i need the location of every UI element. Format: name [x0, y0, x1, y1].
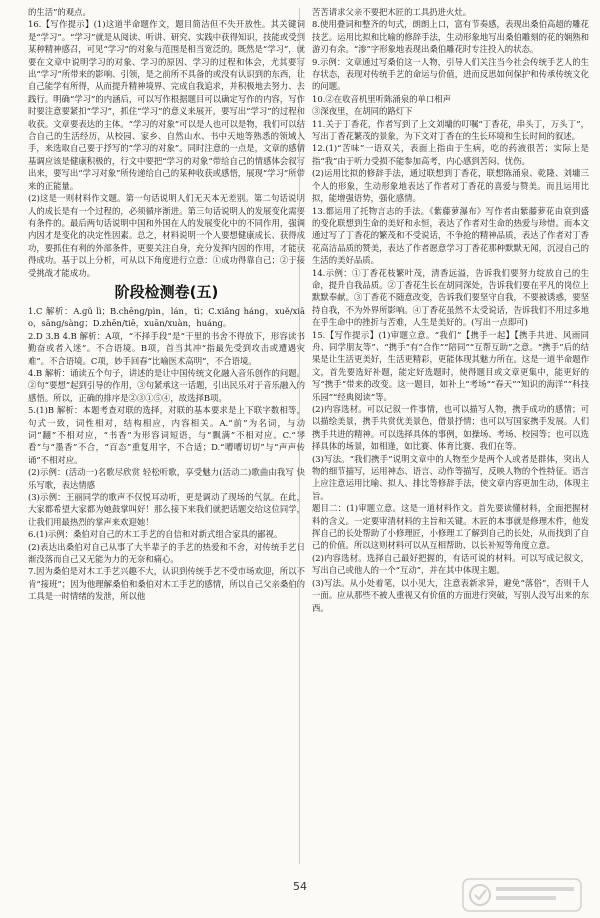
- answer-item: (3)示例：王丽同学的歌声不仅悦耳动听，更是调动了现场的气氛。在此，大家都希望大家都为她鼓掌叫好！那么接下来我们就把话题交给这位同学，让我们用最热烈的掌声来欢迎她！: [28, 492, 305, 527]
- answer-item: (3)写法。“我们携手”说明文章中的人物至少是两个人或者是群体，突出人物的细节描写，运用神态、语言、动作等描写，反映人物的个性特征。语言上应注意运用比喻、拟人、排比等修辞手法，使文章内容更加生动，体现主旨。: [312, 453, 589, 501]
- answer-item: 1.C 解析：A.ɡǔ lì；B.chēnɡ/pìn，lán，tì；C.xiǎnɡ hánɡ，xuě/xiāo，sānɡ/sànɡ；D.zhēn/tiē，xuān/xuàn，huánɡ。: [28, 305, 305, 329]
- answer-item: 8.使用叠词和整齐的句式，朗朗上口，富有节奏感，表现出桑伯高超的雕花技艺。运用比拟和比喻的修辞手法，生动形象地写出桑伯雕刻的花的娴熟和游刃有余。“渗”字形象地表现出桑伯雕花时专注投入的状态。: [312, 19, 589, 55]
- right-column: [312, 6, 589, 614]
- answer-item: (2)示例：(活动一)名歌尽欣赏 轻松听歌，享受魅力(活动二)歌曲由我写 快乐写歌，表达情感: [28, 467, 305, 490]
- answer-item: (2)表达出桑伯对自己从事了大半辈子的手艺的热爱和不舍，对传统手艺日渐没落而自己又无能为力的无奈和痛心。: [28, 541, 305, 565]
- answer-item: 14.示例：①丁香花枝繁叶茂，清香远溢，告诉我们要努力绽放自己的生命，提升自我品质。②丁香花生长在胡同深处，告诉我们要在平凡的岗位上默默奉献。③丁香花不随意改变，告诉我们要坚守自我，不要被诱惑，要坚持自我，不为外界所影响。④丁香花虽然不太受说话，告诉我们不用过多地在乎生命中的挫折与苦难，人生是美好的。(写出一点即可): [312, 267, 589, 328]
- paragraph: 16.【写作提示】(1)这道半命题作文，题目简洁但不失开放性。其关键词是“学习”。“学习”就是从阅读、听讲、研究、实践中获得知识，技能或受到某种精神感召，可见“学习”的对象与范围是相当宽泛的。既然是“学习”，就要在文章中说明学习的对象、学习的原因、学习的过程和体会，尤其要写出“学习”所带来的影响、引领，是之前所不具备的或没有认识到的东西，让自己能学有所得，从而提升精神境界、完成自我追求，并积极地去努力、去践行。明确“学习”的内涵后，可以写作根据题目可以确定写作的内容，写作时要注意要紧扣“学习”，抓住“学习”的意义来展开，要写出“学习”的过程和收获。文章要表达的主体。“学习的对象”可以是人也可以是物，我们可以结合自己的生活经历，从校园、家乡、自然山水、书中天地等熟悉的领域入手，来选取自己要于抒写的“学习的对象”。同时注意的一点是，文章的感情基调应该是健康积极的，行文中要把“学习的对象”带给自己的情感体会叙写出来，要写出“学习对象”所传递给自己的某种收获或感悟，展现“学习”所带来的正能量。: [28, 19, 305, 191]
- answer-item: (2)运用比拟的修辞手法，通过联想到丁香花，联想陈涌泉、乾隆、刘墉三个人的形象，生动形象地表达了作者对丁香花的喜爱与赞美。而且运用比拟，能增强语势，强化感情。: [312, 168, 589, 204]
- section-title: 阶段检测卷(五): [114, 282, 219, 301]
- answer-item: 题目二：(1)审题立意。这是一道材料作文。首先要读懂材料，全面把握材料的含义。一定要审清材料的主旨和关键。木匠的本事就是修理木件，他发挥自己的长处帮助了小修理匠，小修理工了解到自己的长处，从而找到了自己的价值。所以这则材料可以从互相帮助、以长补短等角度立意。: [312, 503, 589, 551]
- page-number: 54: [293, 880, 307, 893]
- answer-item: 13.都运用了托物言志的手法。《紫藤萝瀑布》写作者由紫藤萝花由衰到盛的变化联想到生命的美好和永恒，表达了作者对生命的热爱与珍惜。而本文通过写了丁香花的繁茂和不受说话，不争抢的精神品质，表达了作者对丁香花高洁品质的赞美，表达了作者愿意学习丁香花那种默默无闻，沉浸自己的生活的美好品质。: [312, 205, 589, 266]
- watermark-icon: [462, 878, 582, 912]
- left-column: [28, 6, 305, 603]
- answer-item: 7.因为桑伯是对木工手艺兴趣不大，认识到传统手艺不受市场欢迎，所以不肯“接班”；因为他理解桑伯和桑伯对木工手艺的感情，所以自己父亲桑伯的工具是一时情绪的发泄，所以他: [28, 566, 305, 602]
- answer-item: 5.(1)B 解析：本题考查对联的选择，对联的基本要求是上下联字数相等，句式一致，词性相对，结构相应，内容相关。A.“前”为名词，与动词“翻”不相对应，“书香”为形容词短语，与“飘满”不相对应。C.“琴看”与“墨香”不合，“百态”重复用字，不合适；D.“嘈嘈切切”与“声声传诵”不相对应。: [28, 405, 305, 465]
- answer-item: 6.(1)示例：桑伯对自己的木工手艺的自信和对新式组合家具的鄙视。: [28, 529, 283, 540]
- answer-item: (2)内容选材。可以记叙一件事情，也可以描写人物，携手成功的感情；可以描绘美景，携手共赏优美景色，借景抒情；也可以写国家携手发展。人们携手共进的精神。可以选择具体的事例，如操场、考场、校园等；也可以选择具体的场景，如相逢，如比赛、体育比赛、我们在等。: [312, 404, 589, 452]
- answer-item: 9.示例：文章通过写桑伯这一人物，引导人们关注当今社会传统手艺人的生存状态，表现对传统手艺的命运与价值，进而反思如何保护和传承传统文化的问题。: [312, 56, 589, 92]
- answer-item: (3)写法。从小处着笔，以小见大，注意表新求异，避免“落俗”，否则千人一面。应从那些不被人重视又有价值的方面进行突破，写别人没写出来的东西。: [312, 577, 589, 613]
- watermark-logo: [462, 878, 582, 912]
- answer-item: 15.【写作提示】(1)审题立意。“我们”【携手一起】【携手共进、风雨同舟、同学朋友等”、“携手”有“合作”“陪同”“互帮互助”之意。“携手”后的结果是让生活更美好，生活更精彩，更能体现其魅力所在。这是一道半命题作文，首先要选好补题，能定好选题时，使得题目或文章更集中，能更好的写“携手”带来的改变。这一题目，如补上“考场”“春天”“知识的海洋”“科技乐园”“经典阅读”等。: [312, 329, 589, 402]
- column-divider: [299, 8, 300, 864]
- answer-item: 2.D 3.B 4.B 解析：A项，“不择手段”是“干里的书舍不得放下，形容读书勤奋或者入迷”。不合语境。B项，首当其冲“指最先受到攻击或遭遇灾难”。不合语境。C项，妙手回春“比喻医术高明”，不合语境。: [28, 330, 305, 366]
- answer-item: (2)内容选材。选择自己最好把握的，有话可说的材料。可以写成记叙文，写出自己或他人的一个“互动”，并在其中体现主题。: [312, 552, 589, 576]
- paragraph: 的生活”的观点。: [28, 7, 91, 17]
- answer-item: 4.B 解析：诵读五个句子，讲述的是让中国传统文化融入音乐创作的问题。②句“要想”起到引导的作用，③句紧承这一话题，引出民乐对于音乐融入的感悟。所以，正确的排序是②③①⑤④，故选择B项。: [28, 367, 305, 403]
- answer-item: ③深夜里，在胡同的路灯下: [312, 106, 413, 117]
- answer-item: 苦苦请求父亲不要把木匠的工具扔进火灶。: [312, 7, 472, 17]
- paragraph: (2)这是一则材料作文题。第一句话说明人们无天本无差别。第二句话说明人的成长是有一个过程的，必须循序渐进。第三句话说明人的发展变化需要有条件的。最后两句话说明中国和外国在人的发展变化中的不同作用，强调内因才是变化的决定性因素。总之，材料说明一个人要想健康成长、获得成功，要抓住有利的外部条件，更要关注自身，充分发挥内因的作用，才能获得成功。基于以上分析，可从以下角度进行立意：①成功得靠自己；②于接受挑战才能成功。: [28, 193, 305, 278]
- answer-item: 10.②在收音机里听陈涌泉的单口相声: [312, 93, 451, 104]
- answer-item: 11.关于丁香花，作者写到了上文刘墉的叮嘱“丁香花，串头丁，万头丁”，写出丁香花繁茂的景象，为下文对丁香在的生长环境和生长时间的叙述。: [312, 118, 589, 142]
- answer-item: 12.(1)“苦味”一语双关，表面上指由于生病，吃的药液很苦；实际上是指“我”由于听力受损不能参加高考，内心感到苦闷、忧伤。: [312, 143, 589, 166]
